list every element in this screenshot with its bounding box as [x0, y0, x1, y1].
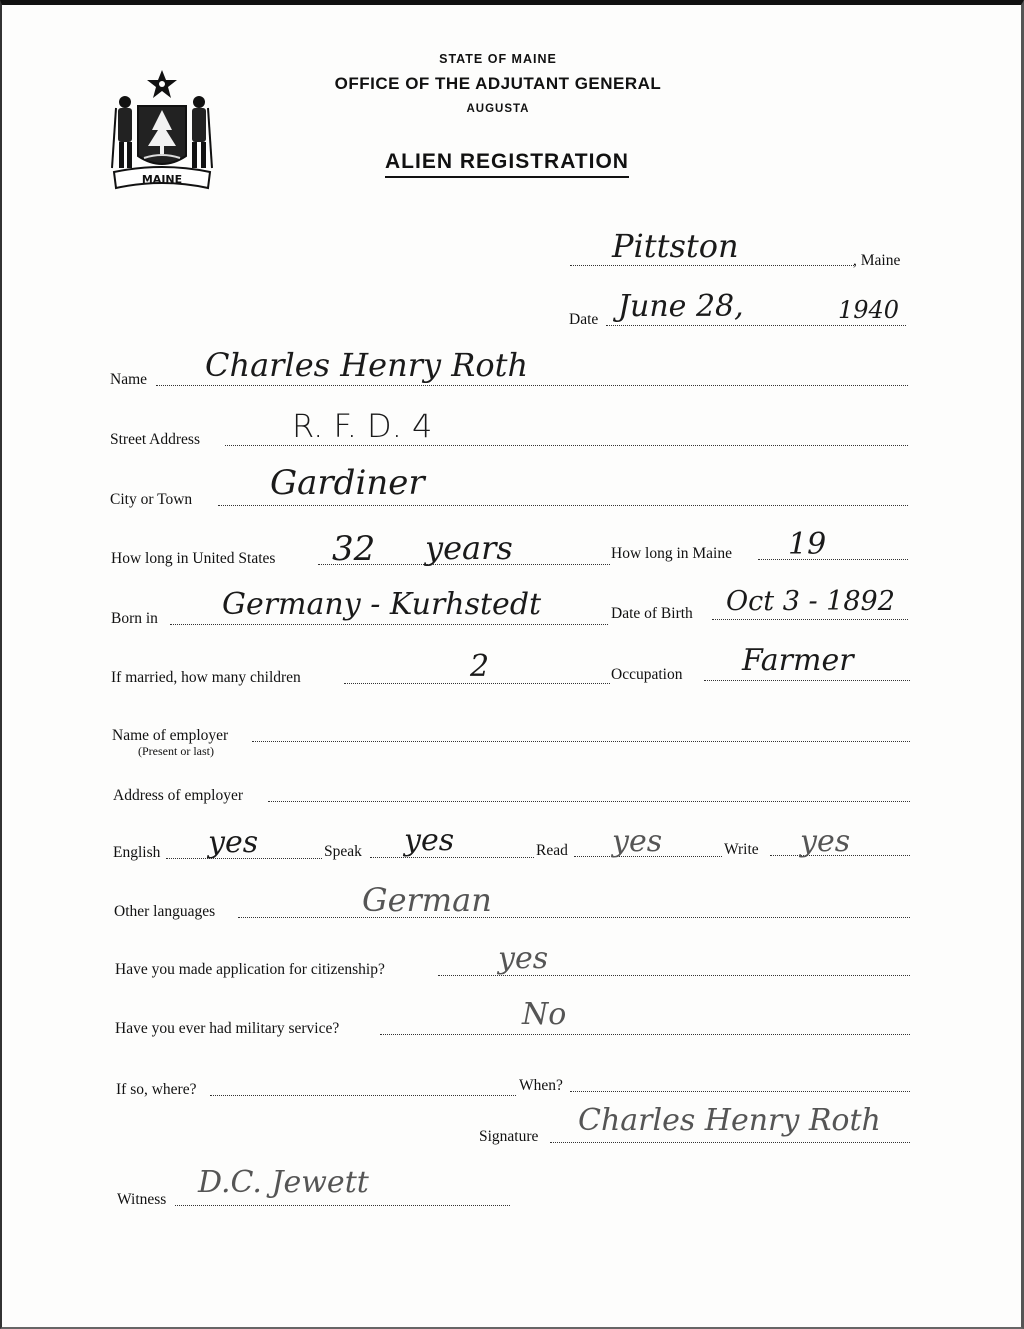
- employer-name-label: Name of employer: [112, 727, 229, 744]
- street-address-entry: R. F. D. 4: [292, 407, 433, 445]
- when-line: [570, 1091, 910, 1092]
- if-so-where-line: [210, 1095, 516, 1096]
- children-entry: 2: [470, 649, 490, 684]
- occupation-entry: Farmer: [742, 643, 854, 678]
- town-entry: Pittston: [612, 227, 739, 265]
- how-long-maine-label: How long in Maine: [611, 545, 732, 562]
- date-line: [606, 325, 906, 326]
- street-address-line: [225, 445, 908, 446]
- years-us-entry: 32: [332, 529, 376, 569]
- signature-entry: Charles Henry Roth: [578, 1103, 881, 1138]
- born-in-label: Born in: [111, 610, 158, 627]
- occupation-label: Occupation: [611, 666, 683, 683]
- signature-label: Signature: [479, 1128, 539, 1145]
- signature-line: [550, 1142, 910, 1143]
- english-entry: yes: [208, 825, 259, 860]
- born-in-entry: Germany - Kurhstedt: [222, 587, 542, 622]
- if-so-where-label: If so, where?: [116, 1081, 197, 1098]
- date-of-birth-line: [712, 619, 908, 620]
- speak-label: Speak: [324, 843, 362, 860]
- city-label: City or Town: [110, 491, 193, 508]
- military-entry: No: [522, 997, 567, 1032]
- military-label: Have you ever had military service?: [115, 1020, 340, 1037]
- form-title: ALIEN REGISTRATION: [0, 150, 1019, 174]
- seal-banner-text: MAINE: [141, 173, 183, 186]
- read-entry: yes: [612, 824, 663, 859]
- witness-entry: D.C. Jewett: [198, 1165, 369, 1200]
- citizenship-label: Have you made application for citizenship?: [115, 961, 385, 978]
- years-maine-entry: 19: [788, 527, 827, 562]
- header-state: STATE OF MAINE: [439, 52, 557, 66]
- born-in-line: [170, 624, 608, 625]
- employer-address-line: [268, 801, 910, 802]
- write-entry: yes: [800, 824, 851, 859]
- how-long-maine-line: [758, 559, 908, 560]
- other-languages-line: [238, 917, 910, 918]
- street-address-label: Street Address: [110, 431, 200, 448]
- date-of-birth-entry: Oct 3 - 1892: [726, 586, 895, 617]
- children-label: If married, how many children: [111, 669, 301, 686]
- name-entry: Charles Henry Roth: [205, 346, 529, 384]
- date-entry: June 28,: [618, 289, 744, 324]
- citizenship-entry: yes: [498, 941, 549, 976]
- witness-label: Witness: [117, 1191, 167, 1208]
- read-label: Read: [536, 842, 568, 859]
- maine-label: , Maine: [853, 252, 901, 269]
- write-label: Write: [724, 841, 759, 858]
- witness-line: [175, 1205, 510, 1206]
- other-languages-label: Other languages: [114, 903, 216, 920]
- when-label: When?: [519, 1077, 563, 1094]
- speak-entry: yes: [404, 823, 455, 858]
- city-entry: Gardiner: [270, 463, 425, 503]
- date-label: Date: [569, 311, 599, 328]
- city-line: [218, 505, 908, 506]
- employer-address-label: Address of employer: [113, 787, 243, 804]
- occupation-line: [704, 680, 910, 681]
- other-languages-entry: German: [362, 881, 492, 919]
- town-line: [570, 265, 854, 266]
- years-word-entry: years: [425, 529, 513, 567]
- maine-state-seal-icon: [108, 68, 216, 196]
- date-year-entry: 1940: [838, 296, 900, 324]
- english-label: English: [113, 844, 161, 861]
- name-line: [156, 385, 908, 386]
- military-line: [380, 1034, 910, 1035]
- header-city: AUGUSTA: [466, 103, 530, 115]
- employer-sub-label: (Present or last): [138, 744, 214, 758]
- header-office: OFFICE OF THE ADJUTANT GENERAL: [334, 74, 662, 93]
- name-label: Name: [110, 371, 148, 388]
- how-long-us-label: How long in United States: [111, 550, 276, 567]
- employer-name-line: [252, 741, 910, 742]
- date-of-birth-label: Date of Birth: [611, 605, 693, 622]
